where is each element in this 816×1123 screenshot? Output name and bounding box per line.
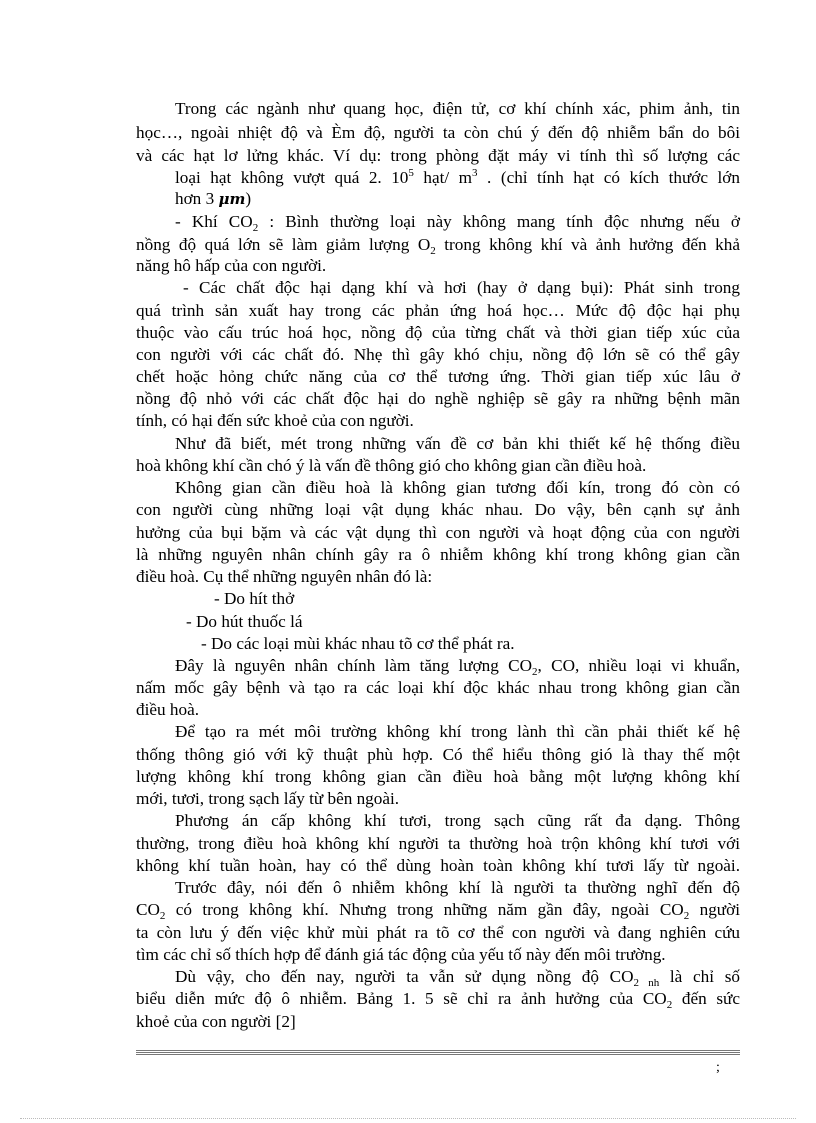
text-line: tính, có hại đến sức khoẻ của con người.: [136, 411, 414, 430]
footer-rule: [136, 1054, 740, 1055]
text-line: chết hoặc hỏng chức năng của cơ thể tương ứng. Thời gian tiếp xúc lâu ở: [136, 367, 740, 386]
list-item: - Do các loại mùi khác nhau tõ cơ thể phát ra.: [201, 634, 515, 653]
text-line: thuộc vào cấu trúc hoá học, nồng độ của từng chất và thời gian tiếp xúc của: [136, 323, 740, 342]
text-line: hơn 3 μm): [175, 189, 252, 208]
text-line: Phương án cấp không khí tươi, trong sạch cũng rất đa dạng. Thông: [175, 811, 740, 830]
text-line: Không gian cần điều hoà là không gian tương đối kín, trong đó còn có: [175, 478, 740, 497]
page-bottom-border: [20, 1118, 796, 1119]
text-line: tìm các chỉ số thích hợp để đánh giá tác động của yếu tố này đến môi trường.: [136, 945, 666, 964]
text-line: - Khí $CO_2$ : Bình thường loại này không mang tính độc nhưng nếu ở: [175, 212, 740, 234]
text-line: nấm mốc gây bệnh và tạo ra các loại khí độc khác nhau trong không gian cần: [136, 678, 740, 697]
page-mark: ;: [716, 1060, 720, 1075]
text-line: khoẻ của con người [2]: [136, 1012, 296, 1031]
text-line: năng hô hấp của con người.: [136, 256, 327, 275]
text-line: ta còn lưu ý đến việc khử mùi phát ra tõ cơ thể con người và đang nghiên cứu: [136, 923, 740, 942]
text-line: mới, tươi, trong sạch lấy từ bên ngoài.: [136, 789, 400, 808]
text-line: lượng không khí trong không gian cần điều hoà bằng một lượng không khí: [136, 767, 740, 786]
text-line: Như đã biết, mét trong những vấn đề cơ bản khi thiết kế hệ thống điều: [175, 434, 740, 453]
text-line: là những nguyên nhân chính gây ra ô nhiễm không khí trong không gian cần: [136, 545, 740, 564]
text-line: hoà không khí cần chó ý là vấn đề thông gió cho không gian cần điều hoà.: [136, 456, 647, 475]
text-line: hưởng của bụi bặm và các vật dụng thì con người và hoạt động của con người: [136, 523, 740, 542]
footer-rule: [136, 1050, 740, 1051]
text-line: nồng độ quá lớn sẽ làm giảm lượng $O_2$ trong không khí và ảnh hưởng đến khả: [136, 235, 740, 257]
text-line: loại hạt không vượt quá 2. $10^5$ hạt/ $m^3$ . (chỉ tính hạt có kích thước lớn: [175, 167, 740, 187]
text-line: $CO_2$ có trong không khí. Nhưng trong những năm gần đây, ngoài $CO_2$ người: [136, 900, 740, 922]
text-line: điều hoà.: [136, 700, 200, 719]
text-line: thống thông gió với kỹ thuật phù hợp. Có thể hiểu thông gió là thay thế một: [136, 745, 740, 764]
list-item: - Do hít thở: [214, 589, 295, 608]
text-line: Trong các ngành như quang học, điện tử, cơ khí chính xác, phim ảnh, tin: [175, 99, 740, 118]
text-line: quá trình sản xuất hay trong các phản ứng hoá học… Mức độ độc hại phụ: [136, 301, 740, 320]
micrometer-symbol: μm: [218, 190, 246, 208]
text-line: biểu diễn mức độ ô nhiễm. Bảng 1. 5 sẽ chỉ ra ảnh hưởng của $CO_2$ đến sức: [136, 989, 741, 1011]
text-line: học…, ngoài nhiệt độ và Èm độ, người ta còn chú ý đến độ nhiễm bẩn do bôi: [136, 123, 740, 142]
text-line: và các hạt lơ lửng khác. Ví dụ: trong phòng đặt máy vi tính thì số lượng các: [136, 146, 740, 165]
text-line: - Các chất độc hại dạng khí và hơi (hay ở dạng bụi): Phát sinh trong: [183, 278, 740, 297]
text-line: thường, trong điều hoà không khí người ta thường hoà trộn không khí tươi với: [136, 834, 740, 853]
text-line: Trước đây, nói đến ô nhiễm không khí là người ta thường nghĩ đến độ: [175, 878, 740, 897]
text-line: con người cùng những loại vật dụng khác nhau. Do vậy, bên cạnh sự ảnh: [136, 500, 740, 519]
list-item: - Do hút thuốc lá: [186, 612, 303, 631]
text-line: điều hoà. Cụ thể những nguyên nhân đó là:: [136, 567, 433, 586]
text-line: con người với các chất đó. Nhẹ thì gây khó chịu, nồng độ lớn sẽ có thể gây: [136, 345, 740, 364]
text-line: Để tạo ra mét môi trường không khí trong lành thì cần phải thiết kế hệ: [175, 722, 740, 741]
text-line: Dù vậy, cho đến nay, người ta vẫn sử dụng nồng độ $CO_{2 nh}$ là chỉ số: [175, 967, 741, 989]
text-line: không khí tuần hoàn, hay có thể dùng hoàn toàn không khí tươi lấy từ ngoài.: [136, 856, 740, 875]
footer-rule: [136, 1052, 740, 1053]
text-line: nồng độ nhỏ với các chất độc hại do nghề nghiệp sẽ gây ra những bệnh mãn: [136, 389, 740, 408]
text-line: Đây là nguyên nhân chính làm tăng lượng $CO_2$, CO, nhiều loại vi khuẩn,: [175, 656, 740, 678]
